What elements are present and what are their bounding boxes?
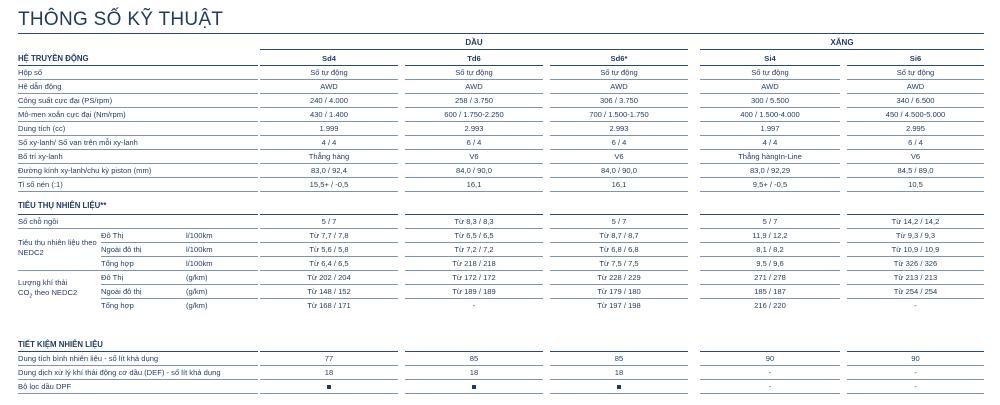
value-cell: 10,5 [908, 180, 923, 189]
value-cell: 5 / 7 [611, 217, 627, 226]
value-cell: 450 / 4.500-5.000 [885, 110, 946, 119]
spec-row [0, 94, 1000, 107]
value-cell: 11,9 / 12,2 [752, 231, 788, 240]
value-cell: 1.997 [760, 124, 780, 133]
row-sublabel: Tổng hợp [101, 301, 134, 310]
row-label: Dung tích (cc) [18, 124, 66, 133]
value-cell [260, 380, 398, 393]
value-cell: - [914, 301, 917, 310]
row-divider [260, 191, 398, 192]
row-sublabel: Đô Thị [101, 231, 124, 240]
section-heading-drivetrain: HỆ TRUYỀN ĐỘNG [18, 54, 89, 63]
value-cell: - [768, 368, 772, 377]
value-cell: 216 / 220 [754, 301, 786, 310]
value-cell: 6 / 4 [466, 138, 482, 147]
value-cell: 300 / 5.500 [750, 96, 789, 105]
value-cell: 2.995 [905, 124, 925, 133]
value-cell: 18 [324, 368, 334, 377]
value-cell: 85 [614, 354, 624, 363]
value-cell: 90 [911, 354, 920, 363]
value-cell: 700 / 1.500-1.750 [589, 110, 649, 119]
value-cell: Số tự động [600, 68, 638, 77]
row-divider [260, 393, 398, 394]
value-cell: Từ 10,9 / 10,9 [891, 245, 940, 254]
page-title: THÔNG SỐ KỸ THUẬT [18, 9, 224, 30]
row-divider [18, 393, 258, 394]
value-cell: Từ 148 / 152 [307, 287, 351, 296]
value-cell: 9,5 / 9,6 [756, 259, 784, 268]
engine-header: Sd6* [610, 54, 628, 63]
value-cell: 2.993 [609, 124, 629, 133]
row-divider [847, 191, 984, 192]
engine-header: Td6 [467, 54, 481, 63]
section-heading-savings: TIẾT KIỆM NHIÊN LIỆU [18, 340, 103, 349]
spec-row [0, 352, 1000, 365]
engine-header-row [0, 52, 1000, 65]
value-cell: 4 / 4 [762, 138, 778, 147]
group-label-fuel: Tiêu thụ nhiên liệu theo NEDC2 [18, 238, 97, 257]
value-cell: V6 [910, 152, 921, 161]
value-cell: Thẳng hàngIn-Line [738, 152, 802, 161]
value-cell: 4 / 4 [321, 138, 337, 147]
value-cell: V6 [469, 152, 479, 161]
spec-row [0, 66, 1000, 79]
value-cell [550, 380, 688, 393]
row-label: Hệ dẫn động [18, 82, 62, 91]
value-cell: 5 / 7 [321, 217, 337, 226]
row-divider [847, 393, 984, 394]
value-cell: 83,0 / 92,4 [311, 166, 347, 175]
value-cell: 83,0 / 92,29 [749, 166, 791, 175]
row-label: Số xy-lanh/ Số van trên mỗi xy-lanh [18, 138, 138, 147]
row-label: Số chỗ ngồi [18, 217, 59, 226]
group-rule [700, 49, 984, 50]
row-unit: l/100km [186, 245, 213, 254]
value-cell: Thẳng hàng [308, 152, 350, 161]
row-label: Mô-men xoắn cực đại (Nm/rpm) [18, 110, 126, 119]
spec-row [0, 271, 1000, 284]
value-cell: - [914, 382, 917, 391]
value-cell: Từ 5,6 / 5,8 [309, 245, 349, 254]
section-heading-consumption: TIÊU THỤ NHIÊN LIỆU** [18, 201, 107, 210]
row-unit: (g/km) [186, 287, 208, 296]
value-cell: 15,5+ / -0,5 [309, 180, 349, 189]
engine-header: Sd4 [322, 54, 336, 63]
value-cell: 84,0 / 90,0 [456, 166, 492, 175]
value-cell: Số tự động [455, 68, 493, 77]
value-cell: Từ 6,4 / 6,5 [309, 259, 349, 268]
row-label: Dung tích bình nhiên liệu - số lít khả dụng [18, 354, 159, 363]
group-header-petrol: XĂNG [830, 38, 854, 47]
spec-row [0, 285, 1000, 298]
value-cell: 85 [469, 354, 479, 363]
row-label: Dung dịch xử lý khí thải động cơ dầu (DEF) - số lít khả dụng [18, 368, 221, 377]
value-cell: - [768, 382, 772, 391]
spec-row [0, 229, 1000, 242]
value-cell: Từ 202 / 204 [307, 273, 351, 282]
row-divider [405, 393, 543, 394]
group-rule [260, 49, 688, 50]
spec-row [0, 215, 1000, 228]
spec-row [0, 164, 1000, 177]
value-cell: Từ 14,2 / 14,2 [891, 217, 940, 226]
spec-row [0, 299, 1000, 312]
spec-row [0, 257, 1000, 270]
value-cell: Từ 179 / 180 [597, 287, 641, 296]
value-cell: 430 / 1.400 [309, 110, 348, 119]
spec-row [0, 122, 1000, 135]
value-cell: 240 / 4.000 [309, 96, 348, 105]
value-cell: Từ 6,8 / 6,8 [599, 245, 639, 254]
value-cell: 8,1 / 8,2 [756, 245, 784, 254]
engine-header: Si6 [909, 54, 922, 63]
row-label: Bố trí xy-lanh [18, 152, 63, 161]
bullet-mark [617, 385, 621, 389]
row-sublabel: Tổng hợp [101, 259, 134, 268]
value-cell: Từ 326 / 326 [893, 259, 938, 268]
value-cell: AWD [610, 82, 628, 91]
value-cell: Từ 7,5 / 7,5 [599, 259, 639, 268]
row-unit: l/100km [186, 231, 213, 240]
value-cell: V6 [614, 152, 624, 161]
value-cell: 77 [324, 354, 334, 363]
value-cell: 9,5+ / -0,5 [752, 180, 788, 189]
row-divider [18, 191, 258, 192]
row-divider [550, 191, 688, 192]
row-divider [550, 393, 688, 394]
row-label: Đường kính xy-lanh/chu kỳ piston (mm) [18, 166, 152, 175]
value-cell: 90 [765, 354, 775, 363]
row-divider [700, 191, 840, 192]
value-cell: Từ 254 / 254 [893, 287, 938, 296]
value-cell: Từ 218 / 218 [452, 259, 496, 268]
value-cell [405, 380, 543, 393]
value-cell: 5 / 7 [762, 217, 778, 226]
value-cell: 2.993 [464, 124, 484, 133]
value-cell: Từ 8,7 / 8,7 [599, 231, 639, 240]
value-cell: 16,1 [611, 180, 627, 189]
row-label: Hộp số [18, 68, 43, 77]
co2-label-subscript: 2 [29, 293, 33, 300]
spec-row [0, 108, 1000, 121]
value-cell: Từ 7,7 / 7,8 [309, 231, 349, 240]
spec-row [0, 136, 1000, 149]
spec-row [0, 178, 1000, 191]
value-cell: 84,5 / 89,0 [897, 166, 934, 175]
value-cell: Từ 8,3 / 8,3 [454, 217, 494, 226]
co2-label-line1: Lượng khí thải [18, 278, 68, 287]
value-cell: 16,1 [466, 180, 482, 189]
row-divider [405, 191, 543, 192]
value-cell: Từ 213 / 213 [893, 273, 938, 282]
spec-row [0, 150, 1000, 163]
value-cell: 340 / 6.500 [896, 96, 935, 105]
spec-row [0, 380, 1000, 393]
value-cell: Số tự động [751, 68, 789, 77]
value-cell: Từ 7,2 / 7,2 [454, 245, 494, 254]
value-cell: - [472, 301, 476, 310]
value-cell: AWD [761, 82, 779, 91]
value-cell: 258 / 3.750 [454, 96, 493, 105]
value-cell: 84,0 / 90,0 [601, 166, 637, 175]
engine-header: Si4 [764, 54, 776, 63]
value-cell: AWD [320, 82, 338, 91]
row-unit: l/100km [186, 259, 213, 268]
value-cell: 400 / 1.500-4.000 [740, 110, 800, 119]
co2-label-co: CO [18, 288, 30, 297]
row-unit: (g/km) [186, 273, 208, 282]
spec-row [0, 80, 1000, 93]
value-cell: Từ 172 / 172 [452, 273, 496, 282]
value-cell: AWD [906, 82, 925, 91]
co2-label-tail: theo NEDC2 [32, 288, 78, 297]
row-divider [700, 393, 840, 394]
spec-row [0, 243, 1000, 256]
value-cell: Từ 228 / 229 [597, 273, 641, 282]
value-cell: Số tự động [896, 68, 935, 77]
value-cell: Từ 9,3 / 9,3 [895, 231, 936, 240]
value-cell: 18 [614, 368, 624, 377]
value-cell: 18 [469, 368, 479, 377]
value-cell: Từ 197 / 198 [597, 301, 641, 310]
group-label-co2 [18, 278, 100, 302]
bullet-mark [472, 385, 476, 389]
bullet-mark [327, 385, 331, 389]
value-cell: 600 / 1.750-2.250 [444, 110, 504, 119]
value-cell: 1.999 [319, 124, 339, 133]
value-cell: Từ 189 / 189 [452, 287, 496, 296]
value-cell: AWD [465, 82, 483, 91]
row-label: Bộ lọc dầu DPF [18, 382, 72, 391]
value-cell: 271 / 278 [754, 273, 786, 282]
group-header-diesel: DẦU [465, 38, 483, 47]
value-cell: Từ 6,5 / 6,5 [454, 231, 494, 240]
spec-row [0, 366, 1000, 379]
value-cell: 185 / 187 [754, 287, 786, 296]
value-cell: 306 / 3.750 [599, 96, 638, 105]
row-sublabel: Ngoài đô thị [101, 287, 142, 296]
value-cell: Số tự động [310, 68, 348, 77]
value-cell: Từ 168 / 171 [307, 301, 351, 310]
row-sublabel: Ngoài đô thị [101, 245, 142, 254]
row-label: Công suất cực đại (PS/rpm) [18, 96, 113, 105]
value-cell: 6 / 4 [908, 138, 923, 147]
row-label: Tỉ số nén (:1) [18, 180, 63, 189]
row-unit: (g/km) [186, 301, 208, 310]
value-cell: 6 / 4 [611, 138, 627, 147]
row-sublabel: Đô Thị [101, 273, 124, 282]
value-cell: - [914, 368, 917, 377]
